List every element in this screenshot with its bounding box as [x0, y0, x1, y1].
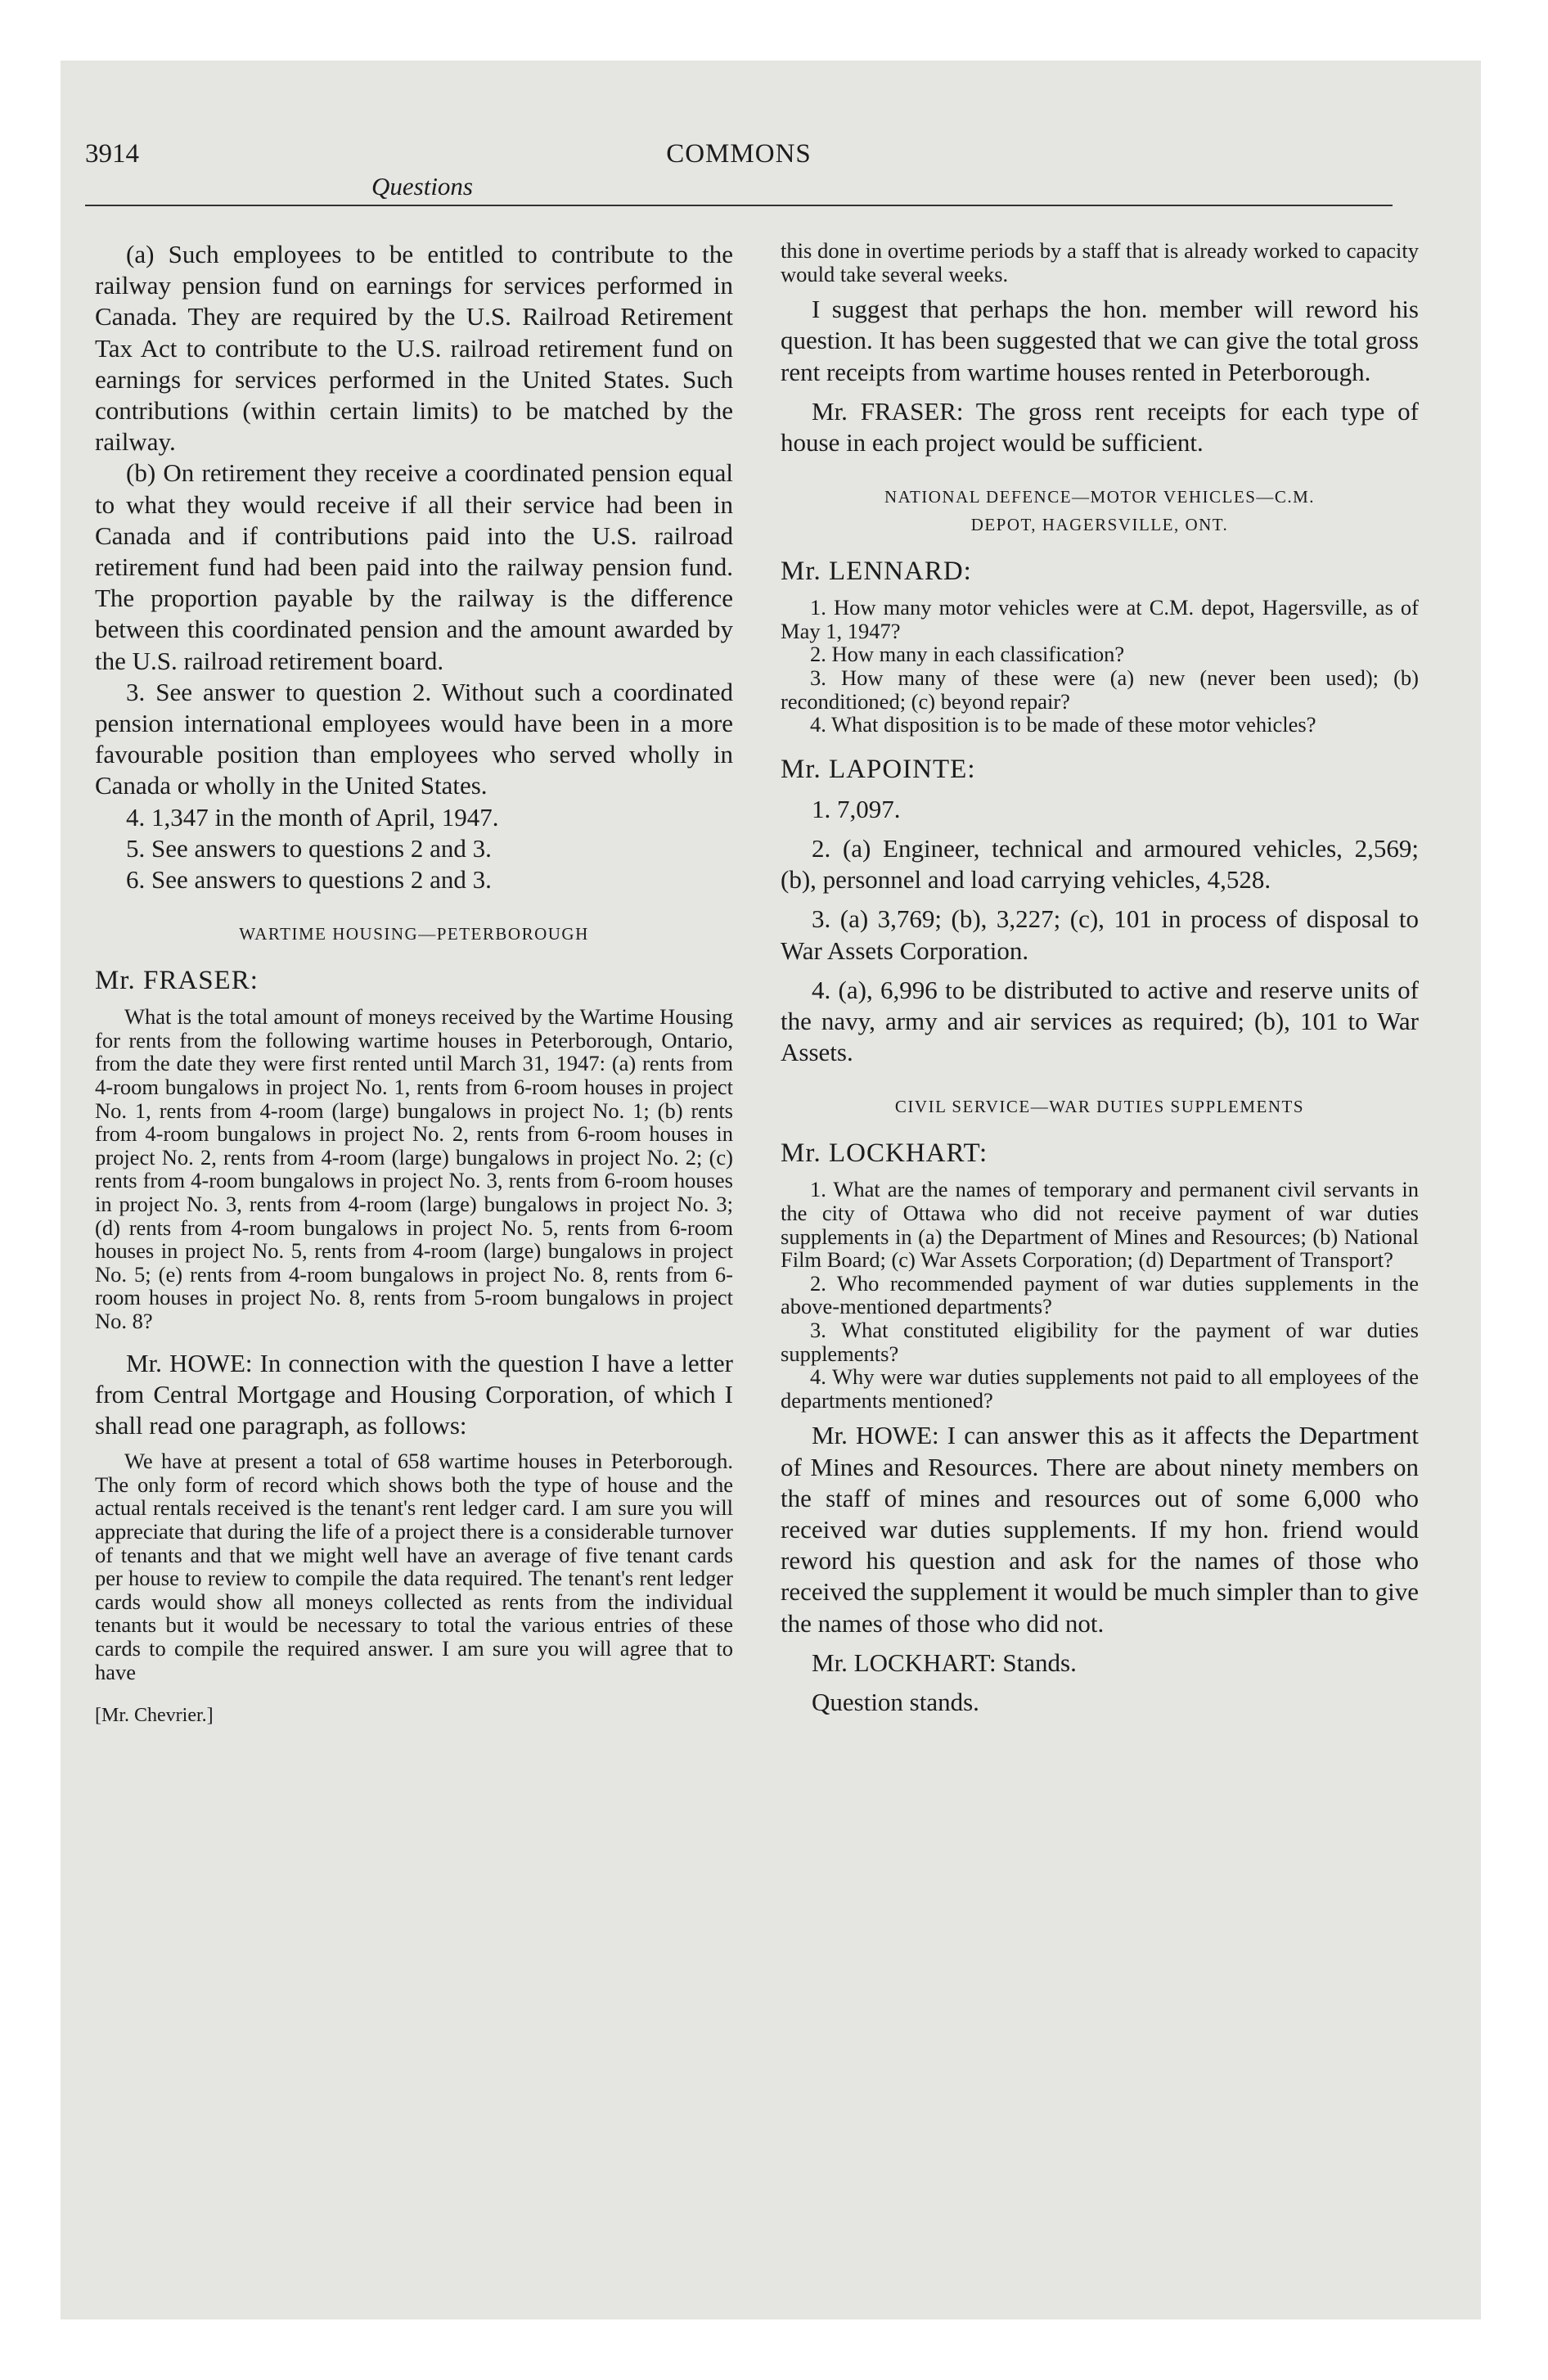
answer-3: 3. See answer to question 2. Without such a coordinated pension international employees would have been in a more favourable position than employees who served wholly in Canada or wholly in the United States. [95, 677, 733, 800]
speaker-label-fraser: Mr. FRASER: [95, 966, 259, 996]
page-header [85, 139, 1393, 205]
page-number: 3914 [85, 139, 139, 169]
header-rule [85, 205, 1393, 206]
answer-6: 6. See answers to questions 2 and 3. [126, 865, 492, 895]
fraser-question: What is the total amount of moneys received by the Wartime Housing for rents from the following wartime houses in Peterborough, Ontario, from the date they were first rented until March 31, 1947: (a) rents from 4-room bungalows in project No. 1, rents from 6-room houses in project No. 1, rents from 4-room (large) bungalows in project No. 1; (b) rents from 4-room bungalows in project No. 2, rents from 6-room houses in project No. 2, rents from 4-room (large) bungalows in project No. 2; (c) rents from 4-room bungalows in project No. 3, rents from 6-room houses in project No. 3, rents from 4-room (large) bungalows in project No. 3; (d) rents from 4-room bungalows in project No. 5, rents from 6-room houses in project No. 5, rents from 4-room (large) bungalows in project No. 5; (e) rents from 4-room bungalows in project No. 8, rents from 6-room houses in project No. 8, rents from 5-room bungalows in project No. 8? [95, 1004, 733, 1333]
howe-answer: Mr. HOWE: I can answer this as it affects the Department of Mines and Resources. There are about ninety members on the staff of mines and resources out of some 6,000 who received war duties supplements. If my hon. friend would reword his question and ask for the names of those who received the supplement it would be much simpler than to give the names of those who did not. [781, 1421, 1419, 1638]
question-stands: Question stands. [812, 1687, 979, 1716]
lennard-question-3: 3. How many of these were (a) new (never been used); (b) reconditioned; (c) beyond repair? [781, 665, 1419, 714]
speaker-label-lockhart: Mr. LOCKHART: [781, 1138, 988, 1169]
lockhart-stands: Mr. LOCKHART: Stands. [812, 1648, 1077, 1677]
answer-paragraph-b: (b) On retirement they receive a coordinated pension equal to what they would receive if all their service had been in Canada and if contributions paid into the U.S. railroad retirement fund had been paid into the railway pension fund. The proportion payable by the railway is the difference between this coordinated pension and the amount awarded by the U.S. railroad retirement board. [95, 458, 733, 675]
quoted-letter: We have at present a total of 658 wartime houses in Peterborough. The only form of record which shows both the type of house and the actual rentals received is the tenant's rent ledger card. I am sure you will appreciate that during the life of a project there is a considerable turnover of tenants and that we might well have an average of five tenant cards per house to review to compile the data required. The tenant's rent ledger cards would show all moneys collected as rents from the individual tenants but it would be necessary to total the various entries of these cards to compile the required answer. I am sure you will agree that to have [95, 1449, 733, 1684]
lockhart-question-3: 3. What constituted eligibility for the payment of war duties supplements? [781, 1317, 1419, 1366]
lennard-question-1: 1. How many motor vehicles were at C.M. depot, Hagersville, as of May 1, 1947? [781, 595, 1419, 643]
section-heading-civil-service: CIVIL SERVICE—WAR DUTIES SUPPLEMENTS [894, 1097, 1305, 1117]
lapointe-answer-3: 3. (a) 3,769; (b), 3,227; (c), 101 in process of disposal to War Assets Corporation. [781, 904, 1419, 965]
howe-suggestion: I suggest that perhaps the hon. member will reword his question. It has been suggested that we can give the total gross rent receipts from wartime houses rented in Peterborough. [781, 295, 1419, 386]
answer-paragraph-a: (a) Such employees to be entitled to contribute to the railway pension fund on earnings for services performed in Canada. They are required by the U.S. Railroad Retirement Tax Act to contribute to the U.S. railroad retirement fund on earnings for services performed in the United States. Such contributions (within certain limits) to be matched by the railway. [95, 240, 733, 457]
lockhart-question-2: 2. Who recommended payment of war duties supplements in the above-mentioned departments? [781, 1270, 1419, 1319]
answer-5: 5. See answers to questions 2 and 3. [126, 833, 492, 863]
lennard-question-4: 4. What disposition is to be made of these motor vehicles? [810, 712, 1316, 737]
fraser-reply: Mr. FRASER: The gross rent receipts for each type of house in each project would be sufficient. [781, 396, 1419, 457]
lapointe-answer-1: 1. 7,097. [812, 794, 901, 823]
section-heading-motor-vehicles [781, 483, 1419, 539]
speaker-label-lapointe: Mr. LAPOINTE: [781, 754, 976, 784]
lockhart-question-4: 4. Why were war duties supplements not paid to all employees of the departments mentioned? [781, 1364, 1419, 1413]
running-title: COMMONS [666, 139, 812, 169]
right-column [781, 239, 1419, 1718]
lapointe-answer-2: 2. (a) Engineer, technical and armoured vehicles, 2,569; (b), personnel and load carrying vehicles, 4,528. [781, 833, 1419, 895]
answer-4: 4. 1,347 in the month of April, 1947. [126, 802, 499, 832]
quoted-letter-continued: this done in overtime periods by a staff that is already worked to capacity would take several weeks. [781, 238, 1419, 286]
left-column [95, 239, 733, 1727]
heading-line-2: DEPOT, HAGERSVILLE, ONT. [970, 515, 1229, 535]
heading-line-1: NATIONAL DEFENCE—MOTOR VEHICLES—C.M. [884, 487, 1316, 507]
section-heading-wartime-housing: WARTIME HOUSING—PETERBOROUGH [239, 924, 589, 944]
page-footer: [Mr. Chevrier.] [95, 1705, 214, 1727]
section-title: Questions [371, 172, 473, 201]
lapointe-answer-4: 4. (a), 6,996 to be distributed to active and reserve units of the navy, army and air services as required; (b), 101 to War Assets. [781, 975, 1419, 1067]
lennard-question-2: 2. How many in each classification? [810, 642, 1125, 667]
lockhart-question-1: 1. What are the names of temporary and permanent civil servants in the city of Ottawa who did not receive payment of war duties supplements in (a) the Department of Mines and Resources; (b) National Film Board; (c) War Assets Corporation; (d) Department of Transport? [781, 1177, 1419, 1273]
howe-speech: Mr. HOWE: In connection with the question I have a letter from Central Mortgage and Housing Corporation, of which I shall read one paragraph, as follows: [95, 1348, 733, 1440]
speaker-label-lennard: Mr. LENNARD: [781, 557, 972, 587]
